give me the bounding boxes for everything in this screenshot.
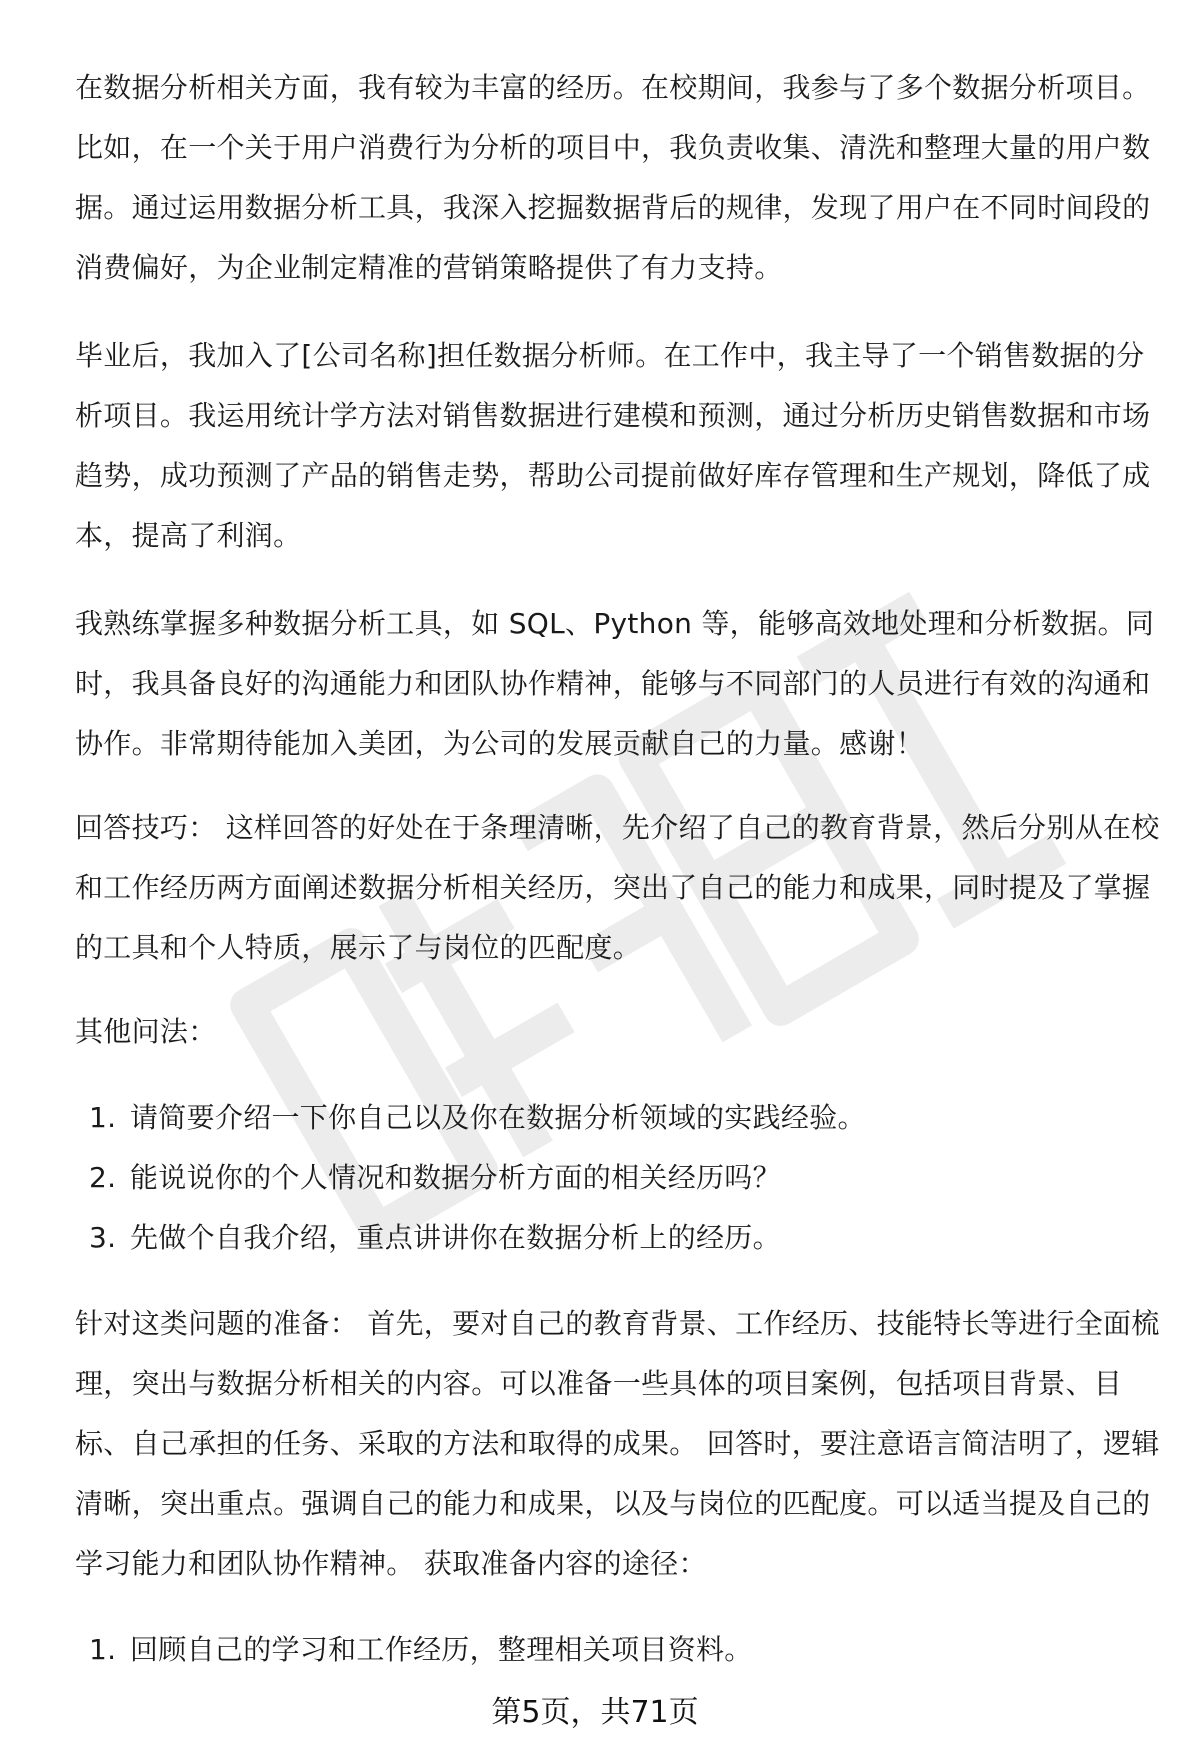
list-text: 能说说你的个人情况和数据分析方面的相关经历吗？ <box>130 1161 781 1194</box>
other-questions-heading: 其他问法： <box>75 1015 217 1048</box>
list-number: 2. <box>89 1161 117 1194</box>
paragraph-tools-skills: 我熟练掌握多种数据分析工具，如 SQL、Python 等，能够高效地处理和分析数据。同时，我具备良好的沟通能力和团队协作精神，能够与不同部门的人员进行有效的沟通和协作。非常期待能加入美团，为公司的发展贡献自己的力量。感谢！ <box>75 607 1155 760</box>
paragraph-preparation: 针对这类问题的准备： 首先，要对自己的教育背景、工作经历、技能特长等进行全面梳理，突出与数据分析相关的内容。可以准备一些具体的项目案例，包括项目背景、目标、自己承担的任务、采取的方法和取得的成果。 回答时，要注意语言简洁明了，逻辑清晰，突出重点。强调自己的能力和成果，以及与岗位的匹配度。可以适当提及自己的学习能力和团队协作精神。 获取准备内容的途径： <box>75 1307 1160 1580</box>
list-item <box>75 1208 1165 1268</box>
document-body <box>75 58 1165 1680</box>
list-number: 3. <box>89 1221 117 1254</box>
list-text: 请简要介绍一下你自己以及你在数据分析领域的实践经验。 <box>130 1101 866 1134</box>
paragraph-data-analysis-school: 在数据分析相关方面，我有较为丰富的经历。在校期间，我参与了多个数据分析项目。比如，在一个关于用户消费行为分析的项目中，我负责收集、清洗和整理大量的用户数据。通过运用数据分析工具，我深入挖掘数据背后的规律，发现了用户在不同时间段的消费偏好，为企业制定精准的营销策略提供了有力支持。 <box>75 71 1151 284</box>
list-item <box>75 1148 1165 1208</box>
page-number-footer: 第5页，共71页 <box>491 1695 699 1730</box>
paragraph-answer-tips: 回答技巧： 这样回答的好处在于条理清晰，先介绍了自己的教育背景，然后分别从在校和工作经历两方面阐述数据分析相关经历，突出了自己的能力和成果，同时提及了掌握的工具和个人特质，展示了与岗位的匹配度。 <box>75 811 1160 964</box>
list-number: 1. <box>89 1101 117 1134</box>
list-item <box>75 1088 1165 1148</box>
paragraph-work-experience: 毕业后，我加入了[公司名称]担任数据分析师。在工作中，我主导了一个销售数据的分析项目。我运用统计学方法对销售数据进行建模和预测，通过分析历史销售数据和市场趋势，成功预测了产品的销售走势，帮助公司提前做好库存管理和生产规划，降低了成本，提高了利润。 <box>75 339 1151 552</box>
list-text: 先做个自我介绍，重点讲讲你在数据分析上的经历。 <box>130 1221 781 1254</box>
other-questions-list <box>75 1088 1165 1268</box>
list-number: 1. <box>89 1633 117 1666</box>
list-text: 回顾自己的学习和工作经历，整理相关项目资料。 <box>130 1633 753 1666</box>
list-item <box>75 1620 1165 1680</box>
prep-steps-list <box>75 1620 1165 1680</box>
